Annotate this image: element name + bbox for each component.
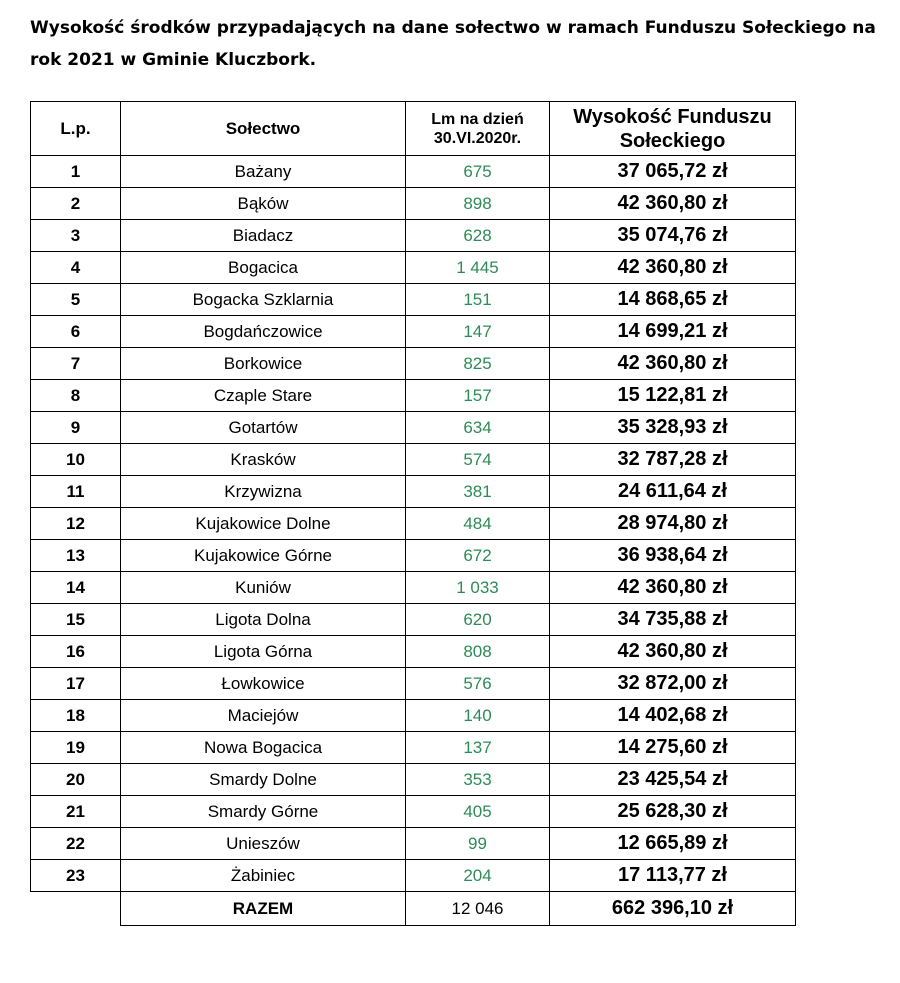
cell-lm: 157 [406, 380, 550, 412]
cell-lm: 620 [406, 604, 550, 636]
cell-lm: 405 [406, 796, 550, 828]
cell-lp: 18 [31, 700, 121, 732]
cell-solectwo: Czaple Stare [121, 380, 406, 412]
table-row [31, 860, 796, 892]
cell-lp: 4 [31, 252, 121, 284]
table-row [31, 348, 796, 380]
cell-fund: 42 360,80 zł [550, 572, 796, 604]
cell-lp: 14 [31, 572, 121, 604]
table-row [31, 316, 796, 348]
cell-lp: 7 [31, 348, 121, 380]
total-blank-cell [31, 892, 121, 926]
cell-fund: 14 402,68 zł [550, 700, 796, 732]
table-row [31, 540, 796, 572]
cell-solectwo: Unieszów [121, 828, 406, 860]
table-row [31, 700, 796, 732]
table-row [31, 412, 796, 444]
cell-fund: 42 360,80 zł [550, 636, 796, 668]
cell-lp: 11 [31, 476, 121, 508]
cell-fund: 12 665,89 zł [550, 828, 796, 860]
cell-solectwo: Łowkowice [121, 668, 406, 700]
cell-solectwo: Kujakowice Dolne [121, 508, 406, 540]
cell-solectwo: Nowa Bogacica [121, 732, 406, 764]
table-row [31, 828, 796, 860]
table-header-row [31, 102, 796, 156]
cell-lp: 12 [31, 508, 121, 540]
table-body [31, 156, 796, 892]
cell-fund: 24 611,64 zł [550, 476, 796, 508]
document-title: Wysokość środków przypadających na dane sołectwo w ramach Funduszu Sołeckiego na rok 2021 w Gminie Kluczbork. [30, 18, 876, 70]
cell-lm: 672 [406, 540, 550, 572]
cell-lp: 5 [31, 284, 121, 316]
cell-fund: 34 735,88 zł [550, 604, 796, 636]
header-solectwo: Sołectwo [121, 102, 406, 156]
cell-fund: 35 074,76 zł [550, 220, 796, 252]
table-row [31, 284, 796, 316]
cell-fund: 14 699,21 zł [550, 316, 796, 348]
cell-lp: 2 [31, 188, 121, 220]
cell-lm: 898 [406, 188, 550, 220]
cell-lp: 17 [31, 668, 121, 700]
header-fund-line1: Wysokość Funduszu [573, 105, 772, 128]
table-row [31, 156, 796, 188]
total-label: RAZEM [121, 892, 406, 926]
cell-lp: 22 [31, 828, 121, 860]
header-lm [406, 102, 550, 156]
table-row [31, 508, 796, 540]
cell-fund: 23 425,54 zł [550, 764, 796, 796]
cell-solectwo: Bogacka Szklarnia [121, 284, 406, 316]
cell-lm: 675 [406, 156, 550, 188]
cell-fund: 42 360,80 zł [550, 252, 796, 284]
table-row [31, 444, 796, 476]
cell-fund: 28 974,80 zł [550, 508, 796, 540]
cell-lm: 1 033 [406, 572, 550, 604]
cell-fund: 42 360,80 zł [550, 348, 796, 380]
cell-lm: 353 [406, 764, 550, 796]
cell-lp: 6 [31, 316, 121, 348]
table-row [31, 220, 796, 252]
total-lm: 12 046 [406, 892, 550, 926]
cell-solectwo: Krasków [121, 444, 406, 476]
cell-lm: 140 [406, 700, 550, 732]
cell-solectwo: Kujakowice Górne [121, 540, 406, 572]
header-fund [550, 102, 796, 156]
cell-fund: 32 872,00 zł [550, 668, 796, 700]
cell-solectwo: Borkowice [121, 348, 406, 380]
cell-lp: 10 [31, 444, 121, 476]
cell-lm: 381 [406, 476, 550, 508]
cell-lm: 825 [406, 348, 550, 380]
fund-table [30, 101, 796, 926]
cell-solectwo: Krzywizna [121, 476, 406, 508]
header-lp: L.p. [31, 102, 121, 156]
cell-solectwo: Kuniów [121, 572, 406, 604]
cell-lm: 576 [406, 668, 550, 700]
cell-lp: 23 [31, 860, 121, 892]
cell-lm: 151 [406, 284, 550, 316]
cell-lm: 1 445 [406, 252, 550, 284]
cell-lm: 808 [406, 636, 550, 668]
cell-lp: 15 [31, 604, 121, 636]
cell-solectwo: Smardy Górne [121, 796, 406, 828]
cell-lm: 634 [406, 412, 550, 444]
total-fund: 662 396,10 zł [550, 892, 796, 926]
cell-solectwo: Gotartów [121, 412, 406, 444]
cell-fund: 15 122,81 zł [550, 380, 796, 412]
cell-lm: 147 [406, 316, 550, 348]
header-lm-line1: Lm na dzień [431, 110, 524, 128]
total-row [31, 892, 796, 926]
table-row [31, 796, 796, 828]
cell-lp: 16 [31, 636, 121, 668]
table-row [31, 604, 796, 636]
cell-fund: 32 787,28 zł [550, 444, 796, 476]
cell-fund: 25 628,30 zł [550, 796, 796, 828]
cell-solectwo: Żabiniec [121, 860, 406, 892]
cell-solectwo: Ligota Dolna [121, 604, 406, 636]
cell-solectwo: Smardy Dolne [121, 764, 406, 796]
cell-solectwo: Maciejów [121, 700, 406, 732]
cell-solectwo: Bażany [121, 156, 406, 188]
table-row [31, 380, 796, 412]
cell-lm: 204 [406, 860, 550, 892]
table-row [31, 732, 796, 764]
table-row [31, 764, 796, 796]
table-row [31, 572, 796, 604]
cell-lm: 137 [406, 732, 550, 764]
cell-solectwo: Bogdańczowice [121, 316, 406, 348]
table-row [31, 476, 796, 508]
cell-solectwo: Bogacica [121, 252, 406, 284]
cell-fund: 14 868,65 zł [550, 284, 796, 316]
cell-fund: 35 328,93 zł [550, 412, 796, 444]
cell-lm: 628 [406, 220, 550, 252]
cell-fund: 42 360,80 zł [550, 188, 796, 220]
table-row [31, 636, 796, 668]
table-row [31, 668, 796, 700]
cell-lm: 484 [406, 508, 550, 540]
cell-lp: 1 [31, 156, 121, 188]
header-fund-line2: Sołeckiego [619, 129, 726, 152]
cell-lp: 19 [31, 732, 121, 764]
cell-fund: 37 065,72 zł [550, 156, 796, 188]
header-lm-line2: 30.VI.2020r. [433, 129, 522, 147]
cell-lm: 574 [406, 444, 550, 476]
cell-solectwo: Bąków [121, 188, 406, 220]
cell-fund: 14 275,60 zł [550, 732, 796, 764]
cell-lp: 9 [31, 412, 121, 444]
cell-lp: 21 [31, 796, 121, 828]
table-row [31, 188, 796, 220]
cell-solectwo: Ligota Górna [121, 636, 406, 668]
cell-lm: 99 [406, 828, 550, 860]
table-row [31, 252, 796, 284]
cell-lp: 3 [31, 220, 121, 252]
cell-lp: 8 [31, 380, 121, 412]
cell-lp: 13 [31, 540, 121, 572]
cell-fund: 17 113,77 zł [550, 860, 796, 892]
cell-lp: 20 [31, 764, 121, 796]
cell-solectwo: Biadacz [121, 220, 406, 252]
cell-fund: 36 938,64 zł [550, 540, 796, 572]
